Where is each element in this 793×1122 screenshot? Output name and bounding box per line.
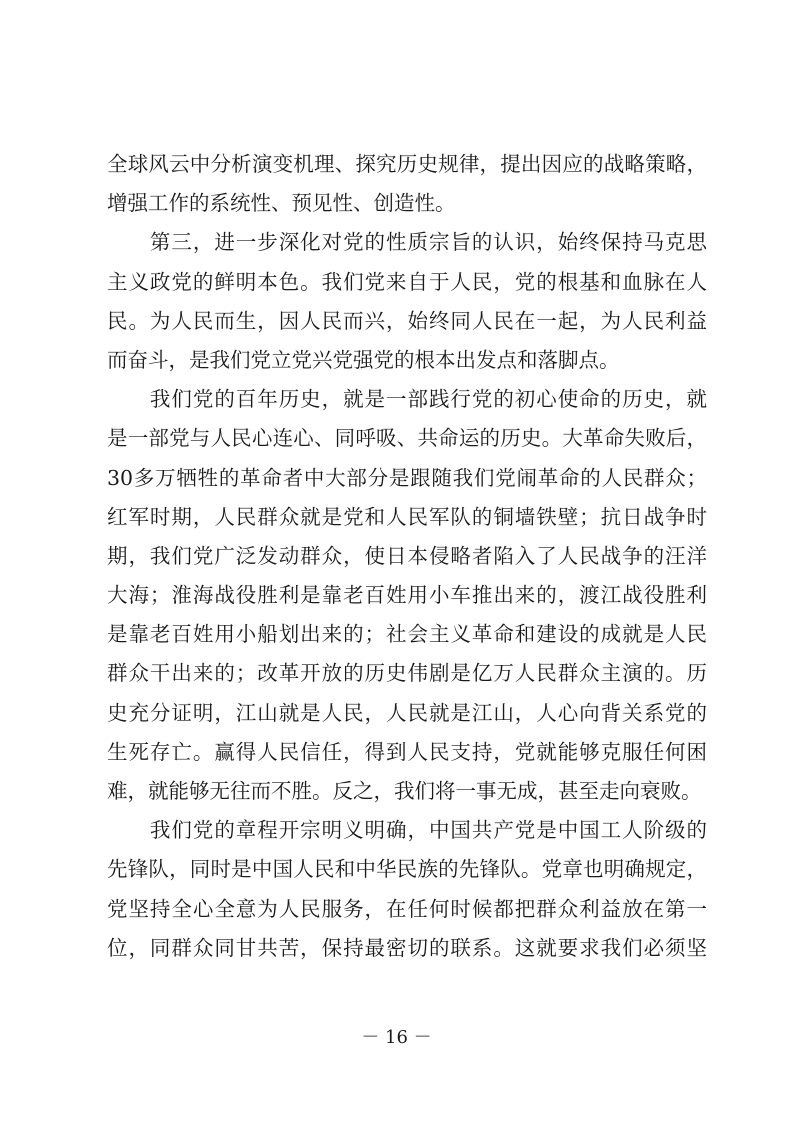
text-line: 先锋队，同时是中国人民和中华民族的先锋队。党章也明确规定， [107,857,707,882]
text-line: 生死存亡。赢得人民信任，得到人民支持，党就能够克服任何困 [107,739,707,764]
text-line: 第三，进一步深化对党的性质宗旨的认识，始终保持马克思 [107,230,707,255]
text-line: 位，同群众同甘共苦，保持最密切的联系。这就要求我们必须坚 [107,935,707,960]
text-line: 我们党的章程开宗明义明确，中国共产党是中国工人阶级的 [107,818,707,843]
text-line: 红军时期，人民群众就是党和人民军队的铜墙铁壁；抗日战争时 [107,504,707,529]
text-line: 全球风云中分析演变机理、探究历史规律，提出因应的战略策略， [107,152,707,176]
text-line: 民。为人民而生，因人民而兴，始终同人民在一起，为人民利益 [107,308,707,333]
text-line: 党坚持全心全意为人民服务，在任何时候都把群众利益放在第一 [107,896,707,921]
text-line: 难，就能够无往而不胜。反之，我们将一事无成，甚至走向衰败。 [107,779,702,803]
text-line: 我们党的百年历史，就是一部践行党的初心使命的历史，就 [107,387,707,412]
text-line: 是靠老百姓用小船划出来的；社会主义革命和建设的成就是人民 [107,622,707,647]
text-line: 30多万牺牲的革命者中大部分是跟随我们党闹革命的人民群众； [107,465,707,490]
text-line: 期，我们党广泛发动群众，使日本侵略者陷入了人民战争的汪洋 [107,543,707,568]
body-text [107,145,707,968]
text-line: 群众干出来的；改革开放的历史伟剧是亿万人民群众主演的。历 [107,661,707,686]
text-line: 大海；淮海战役胜利是靠老百姓用小车推出来的，渡江战役胜利 [107,583,707,608]
page-number: － 16 － [361,1027,432,1048]
text-line: 而奋斗，是我们党立党兴党强党的根本出发点和落脚点。 [107,347,620,372]
text-line: 增强工作的系统性、预见性、创造性。 [107,191,456,216]
text-line: 史充分证明，江山就是人民，人民就是江山，人心向背关系党的 [107,700,707,725]
text-line: 主义政党的鲜明本色。我们党来自于人民，党的根基和血脉在人 [107,269,707,294]
text-line: 是一部党与人民心连心、同呼吸、共命运的历史。大革命失败后， [107,426,707,451]
